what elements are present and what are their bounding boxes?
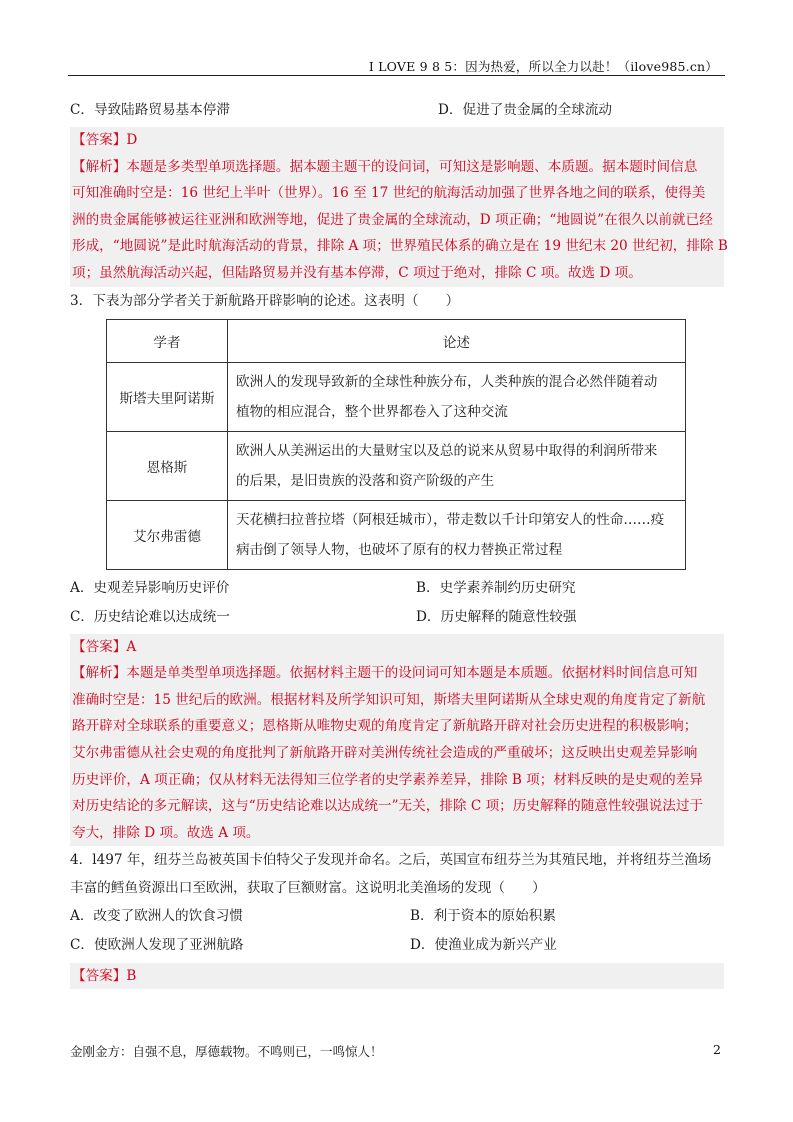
q3-option-b: B．史学素养制约历史研究 bbox=[416, 579, 576, 596]
q3-analysis-line: 对历史结论的多元解读，这与“历史结论难以达成统一”无关，排除 C 项；历史解释的随意性较强说法过于 bbox=[72, 798, 704, 815]
q3-analysis-line: 历史评价，A 项正确；仅从材料无法得知三位学者的史学素养差异，排除 B 项；材料反映的是史观的差异 bbox=[72, 771, 703, 788]
q4-stem-line: 丰富的鳕鱼资源出口至欧洲，获取了巨额财富。这说明北美渔场的发现（ ） bbox=[70, 880, 546, 897]
q3-stem: 3．下表为部分学者关于新航路开辟影响的论述。这表明（ ） bbox=[70, 292, 460, 309]
q2-option-d: D．促进了贵金属的全球流动 bbox=[438, 102, 613, 118]
q3-option-c: C．历史结论难以达成统一 bbox=[70, 608, 230, 625]
scholar-statement bbox=[228, 362, 686, 431]
q2-analysis-line: 项；虽然航海活动兴起，但陆路贸易并没有基本停滞，C 项过于绝对，排除 C 项。故选 D 项。 bbox=[72, 264, 642, 281]
q2-analysis-line: 可知准确时空是：16 世纪上半叶（世界）。16 至 17 世纪的航海活动加强了世界各地之间的联系，使得美 bbox=[72, 185, 706, 202]
statement-line: 天花横扫拉普拉塔（阿根廷城市），带走数以千计印第安人的性命……疫 bbox=[236, 511, 665, 528]
q3-answer-block bbox=[70, 634, 724, 847]
q3-analysis-line: 艾尔弗雷德从社会史观的角度批判了新航路开辟对美洲传统社会造成的严重破坏；这反映出史观差异影响 bbox=[72, 744, 698, 761]
q4-option-a: A．改变了欧洲人的饮食习惯 bbox=[70, 908, 243, 925]
table-row bbox=[107, 431, 686, 500]
scholar-statement bbox=[228, 431, 686, 500]
table-row bbox=[107, 362, 686, 431]
q3-option-d: D．历史解释的随意性较强 bbox=[416, 608, 577, 625]
q2-analysis-line: 【解析】本题是多类型单项选择题。据本题主题干的设问词，可知这是影响题、本质题。据本题时间信息 bbox=[72, 158, 698, 175]
statement-line: 欧洲人的发现导致新的全球性种族分布，人类种族的混合必然伴随着动 bbox=[236, 373, 658, 390]
q3-analysis-line: 夸大，排除 D 项。故选 A 项。 bbox=[72, 824, 260, 841]
page-number: 2 bbox=[713, 1042, 721, 1057]
q3-table bbox=[106, 319, 686, 570]
scholar-name: 恩格斯 bbox=[107, 431, 228, 500]
q4-options-row-2 bbox=[70, 931, 724, 960]
q2-analysis-line: 形成，“地圆说”是此时航海活动的背景，排除 A 项；世界殖民体系的确立是在 19 世纪末 20 世纪初，排除 B bbox=[72, 238, 728, 255]
statement-line: 的后果，是旧贵族的没落和资产阶级的产生 bbox=[236, 472, 495, 489]
q2-answer: 【答案】D bbox=[72, 132, 138, 148]
q3-analysis-line: 路开辟对全球联系的重要意义；恩格斯从唯物史观的角度肯定了新航路开辟对社会历史进程的积极影响； bbox=[72, 718, 698, 735]
q3-analysis-line: 准确时空是：15 世纪后的欧洲。根据材料及所学知识可知，斯塔夫里阿诺斯从全球史观的角度肯定了新航 bbox=[72, 691, 706, 708]
q4-options-row-1 bbox=[70, 902, 724, 931]
scholar-name: 艾尔弗雷德 bbox=[107, 500, 228, 569]
q3-answer: 【答案】A bbox=[72, 638, 137, 655]
scholar-statement bbox=[228, 500, 686, 569]
q3-option-a: A．史观差异影响历史评价 bbox=[70, 579, 230, 596]
page-header: I LOVE 9 8 5：因为热爱，所以全力以赴！（ilove985.cn） bbox=[368, 59, 718, 74]
footer-motto: 金刚金方：自强不息，厚德载物。不鸣则已，一鸣惊人！ bbox=[70, 1044, 383, 1059]
table-header-scholar: 学者 bbox=[107, 319, 228, 362]
statement-line: 植物的相应混合，整个世界都卷入了这种交流 bbox=[236, 403, 508, 420]
table-row bbox=[107, 500, 686, 569]
q2-analysis-line: 洲的贵金属能够被运往亚洲和欧洲等地，促进了贵金属的全球流动，D 项正确；“地圆说”在很久以前就已经 bbox=[72, 211, 713, 228]
page-content bbox=[70, 96, 728, 989]
scholar-name: 斯塔夫里阿诺斯 bbox=[107, 362, 228, 431]
q2-options-row bbox=[70, 96, 724, 125]
q4-option-d: D．使渔业成为新兴产业 bbox=[410, 937, 557, 954]
q3-analysis-line: 【解析】本题是单类型单项选择题。依据材料主题干的设问词可知本题是本质题。依据材料时间信息可知 bbox=[72, 665, 698, 682]
q2-answer-block bbox=[70, 127, 728, 287]
q4-stem-line: 4．l497 年，纽芬兰岛被英国卡伯特父子发现并命名。之后，英国宣布纽芬兰为其殖民地，并将纽芬兰渔场 bbox=[70, 852, 712, 869]
q4-option-b: B．利于资本的原始积累 bbox=[410, 908, 556, 925]
statement-line: 欧洲人从美洲运出的大量财宝以及总的说来从贸易中取得的利润所带来 bbox=[236, 442, 658, 459]
statement-line: 病击倒了领导人物，也破坏了原有的权力替换正常过程 bbox=[236, 541, 563, 558]
q4-answer: 【答案】B bbox=[70, 963, 724, 989]
table-header-row bbox=[107, 319, 686, 362]
q4-option-c: C．使欧洲人发现了亚洲航路 bbox=[70, 937, 244, 954]
q3-options-row-1 bbox=[70, 574, 724, 603]
table-header-statement: 论述 bbox=[228, 319, 686, 362]
q2-option-c: C．导致陆路贸易基本停滞 bbox=[70, 102, 230, 118]
header-rule bbox=[68, 75, 725, 76]
q3-options-row-2 bbox=[70, 603, 724, 632]
